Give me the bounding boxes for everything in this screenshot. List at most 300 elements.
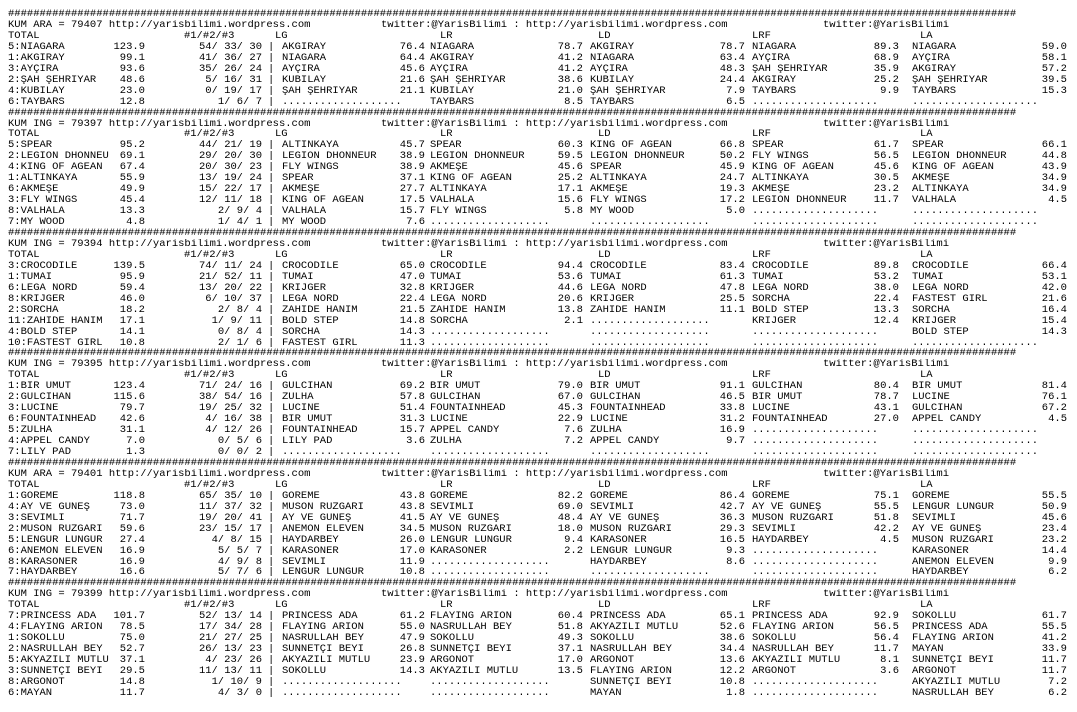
lg-name: FLAYING ARION <box>282 622 364 634</box>
horse-name: 3:FLY WINGS <box>8 195 78 207</box>
horse-name: 10:FASTEST GIRL <box>8 337 103 349</box>
twitter-link: twitter:@YarisBilimi : http://yarisbilimi.wordpress.com <box>381 589 728 601</box>
la-value: 42.0 <box>1041 282 1067 294</box>
la-name: KING OF AGEAN <box>912 162 994 174</box>
total-score: 118.8 <box>113 490 145 502</box>
lg-value: 15.7 <box>399 206 425 218</box>
ld-name: MUSON RÜZGARI <box>590 523 672 535</box>
lr-value: 18.0 <box>557 523 583 535</box>
ld-value: 65.1 <box>719 611 745 623</box>
total-score: 93.6 <box>119 63 145 75</box>
table-row <box>0 305 1077 316</box>
horse-name: 1:TUMAI <box>8 271 53 283</box>
table-row <box>0 327 1077 338</box>
lr-value: 59.5 <box>557 151 583 163</box>
total-score: 78.5 <box>119 622 145 634</box>
horse-name: 6:ANEMON ELEVEN <box>8 545 103 557</box>
ld-value: 11.1 <box>719 304 745 316</box>
lg-value: 15.7 <box>399 425 425 437</box>
placings: 1/ 4/ 1 <box>217 217 262 229</box>
total-score: 73.0 <box>119 501 145 513</box>
la-name: .................... <box>912 425 1039 437</box>
total-score: 42.6 <box>119 414 145 426</box>
ld-name: ................... <box>590 567 710 579</box>
lg-value: 27.7 <box>399 184 425 196</box>
separator-line <box>0 348 1077 359</box>
table-row <box>0 622 1077 633</box>
horse-name: 4:AY VE GÜNEŞ <box>8 501 90 513</box>
twitter-handle: twitter:@YarisBilimi <box>823 238 950 250</box>
placings: 71/ 24/ 16 <box>198 381 262 393</box>
table-row <box>0 414 1077 425</box>
lrf-name: .................... <box>752 96 879 108</box>
ld-name: SÜNNETÇİ BEYİ <box>590 676 672 688</box>
lrf-name: KRIJGER <box>752 315 797 327</box>
table-row <box>0 64 1077 75</box>
table-row <box>0 151 1077 162</box>
lr-name: ................... <box>430 567 550 579</box>
lg-value: 26.8 <box>399 644 425 656</box>
la-value: 23.2 <box>1041 534 1067 546</box>
lr-value: 67.0 <box>557 392 583 404</box>
placings: 2/ 9/ 4 <box>217 206 262 218</box>
total-score: 55.9 <box>119 173 145 185</box>
la-name: ŞAH ŞEHRİYAR <box>912 74 988 86</box>
lg-name: AY VE GÜNEŞ <box>282 512 352 524</box>
lr-value: 7.2 <box>564 436 583 448</box>
total-score: 59.6 <box>119 523 145 535</box>
lg-name: HAYDARBEY <box>282 534 339 546</box>
total-score: 49.9 <box>119 184 145 196</box>
ld-name: AKYAZILI MUTLU <box>590 622 679 634</box>
la-value: 4.5 <box>1048 195 1067 207</box>
horse-name: 7:PRINCESS ADA <box>8 611 97 623</box>
column-divider: | <box>268 63 275 75</box>
col-lrf: LRF <box>752 370 771 382</box>
lr-name: AYÇIRA <box>430 63 468 75</box>
placings: 0/ 19/ 17 <box>205 85 262 97</box>
lrf-name: CROCODILE <box>752 260 809 272</box>
horse-name: 5:AKYAZILI MUTLU <box>8 655 109 667</box>
ld-name: ARGONOT <box>590 655 635 667</box>
lr-name: GÜLCİHAN <box>430 392 481 404</box>
lr-name: AKMEŞE <box>430 162 468 174</box>
lr-value: 94.4 <box>557 260 583 272</box>
horse-name: 6:FOUNTAINHEAD <box>8 414 97 426</box>
la-name: MUSON RÜZGARI <box>912 534 994 546</box>
total-score: 11.7 <box>119 687 145 699</box>
lg-name: AKMEŞE <box>282 184 320 196</box>
la-value: 57.2 <box>1041 63 1067 75</box>
table-row <box>0 655 1077 666</box>
race-header <box>0 20 1077 31</box>
table-row <box>0 403 1077 414</box>
lg-name: KRIJGER <box>282 282 327 294</box>
ld-value: 17.2 <box>719 195 745 207</box>
placings: 13/ 20/ 22 <box>198 282 262 294</box>
lr-value: 78.7 <box>557 41 583 53</box>
race-header <box>0 359 1077 370</box>
lr-name: LUCINE <box>430 414 468 426</box>
lr-value: 41.2 <box>557 63 583 75</box>
lrf-name: AKYAZILI MUTLU <box>752 655 841 667</box>
total-score: 14.1 <box>119 326 145 338</box>
placings: 4/ 23/ 26 <box>205 655 262 667</box>
lrf-name: SPEAR <box>752 140 784 152</box>
lg-value: 76.4 <box>399 41 425 53</box>
total-score: 101.7 <box>113 611 145 623</box>
lrf-name: .................... <box>752 337 879 349</box>
lg-name: KARASONER <box>282 545 339 557</box>
horse-name: 2:MUSON RÜZGARI <box>8 523 103 535</box>
lg-value: 22.4 <box>399 293 425 305</box>
la-value: 15.3 <box>1041 85 1067 97</box>
la-value: 34.9 <box>1041 184 1067 196</box>
lrf-value: 23.2 <box>873 184 899 196</box>
column-divider: | <box>268 676 275 688</box>
placings: 4/ 12/ 26 <box>205 425 262 437</box>
lrf-name: KING OF AGEAN <box>752 162 834 174</box>
lrf-value: 43.1 <box>873 403 899 415</box>
lr-value: 17.1 <box>557 184 583 196</box>
ld-value: 36.3 <box>719 512 745 524</box>
lrf-value: 25.2 <box>873 74 899 86</box>
placings: 19/ 20/ 41 <box>198 512 262 524</box>
lg-name: ZAHİDE HANIM <box>282 304 358 316</box>
la-value: 50.9 <box>1041 501 1067 513</box>
lg-value: 23.9 <box>399 655 425 667</box>
lg-value: 37.1 <box>399 173 425 185</box>
lr-name: ARGONOT <box>430 655 475 667</box>
lrf-value: 89.8 <box>873 260 899 272</box>
lrf-value: 75.1 <box>873 490 899 502</box>
horse-name: 2:ŞAH ŞEHRİYAR <box>8 74 97 86</box>
column-divider: | <box>268 173 275 185</box>
lg-value: 47.9 <box>399 633 425 645</box>
ld-name: TAYBARS <box>590 96 635 108</box>
la-value: 43.9 <box>1041 162 1067 174</box>
lg-name: ................... <box>282 687 402 699</box>
twitter-link: twitter:@YarisBilimi : http://yarisbilimi.wordpress.com <box>381 468 728 480</box>
ld-value: 6.5 <box>726 96 745 108</box>
ld-value: 8.6 <box>726 556 745 568</box>
lr-name: APPEL CANDY <box>430 425 500 437</box>
la-value: 66.1 <box>1041 140 1067 152</box>
la-value: 11.7 <box>1041 666 1067 677</box>
horse-name: 3:AYÇIRA <box>8 63 59 75</box>
lr-value: 9.4 <box>564 534 583 546</box>
lr-name: SOKOLLU <box>430 633 475 645</box>
placings: 19/ 25/ 32 <box>198 403 262 415</box>
lr-value: 2.1 <box>564 315 583 327</box>
total-score: 31.1 <box>119 425 145 437</box>
table-row <box>0 447 1077 458</box>
lg-value: 43.8 <box>399 501 425 513</box>
ld-name: NASRULLAH BEY <box>590 644 672 656</box>
la-name: AKGİRAY <box>912 63 957 75</box>
ld-value: 46.5 <box>719 392 745 404</box>
lrf-value: 89.3 <box>873 41 899 53</box>
col-lrf: LRF <box>752 129 771 141</box>
lr-name: ................... <box>430 337 550 349</box>
race-title: KUM ING = 79397 http://yarisbilimi.wordpress.com <box>8 118 311 130</box>
race-title: KUM ING = 79395 http://yarisbilimi.wordpress.com <box>8 359 311 371</box>
lr-name: AY VE GÜNEŞ <box>430 512 500 524</box>
placings: 2/ 8/ 4 <box>217 304 262 316</box>
horse-name: 11:ZAHİDE HANIM <box>8 315 103 327</box>
lg-name: SORCHA <box>282 326 320 338</box>
table-row <box>0 633 1077 644</box>
lr-value: 60.3 <box>557 140 583 152</box>
total-score: 123.4 <box>113 381 145 393</box>
la-value: 6.2 <box>1048 687 1067 699</box>
la-name: .................... <box>912 217 1039 229</box>
placings: 5/ 5/ 7 <box>217 545 262 557</box>
lrf-name: ARGONOT <box>752 666 797 677</box>
lrf-value: 11.7 <box>873 195 899 207</box>
table-row <box>0 546 1077 557</box>
lrf-value: 3.6 <box>880 666 899 677</box>
la-name: .................... <box>912 447 1039 458</box>
table-row <box>0 162 1077 173</box>
column-headings <box>0 129 1077 140</box>
horse-name: 5:NIAGARA <box>8 41 65 53</box>
la-value: 14.3 <box>1041 326 1067 338</box>
twitter-link: twitter:@YarisBilimi : http://yarisbilimi.wordpress.com <box>381 238 728 250</box>
lr-name: SEVİMLİ <box>430 501 475 513</box>
lg-name: SPEAR <box>282 173 314 185</box>
race-header <box>0 239 1077 250</box>
ld-name: TUMAI <box>590 271 622 283</box>
ld-value: 34.4 <box>719 644 745 656</box>
hash-separator: ################################################################################################################################################################ <box>8 228 1017 239</box>
la-name: MAYAN <box>912 644 944 656</box>
column-divider: | <box>268 490 275 502</box>
ld-name: BİR UMUT <box>590 381 641 393</box>
lr-value: 49.3 <box>557 633 583 645</box>
lg-value: 55.0 <box>399 622 425 634</box>
ld-name: AKGİRAY <box>590 41 635 53</box>
horse-name: 4:KING OF AGEAN <box>8 162 103 174</box>
lr-name: MUSON RÜZGARI <box>430 523 512 535</box>
total-score: 99.1 <box>119 52 145 64</box>
lrf-name: .................... <box>752 676 879 688</box>
table-row <box>0 338 1077 349</box>
ld-name: ZAHİDE HANIM <box>590 304 666 316</box>
column-divider: | <box>268 162 275 174</box>
ld-name: FLAYING ARION <box>590 666 672 677</box>
lr-value: 22.9 <box>557 414 583 426</box>
col-lg: LG <box>275 600 288 612</box>
lg-value: 45.7 <box>399 140 425 152</box>
hash-separator: ################################################################################################################################################################ <box>8 107 1017 119</box>
lr-value: 17.0 <box>557 655 583 667</box>
lg-name: MY WOOD <box>282 217 327 229</box>
la-name: APPEL CANDY <box>912 414 982 426</box>
horse-name: 6:AKMEŞE <box>8 184 59 196</box>
table-row <box>0 611 1077 622</box>
lr-value: 13.8 <box>557 304 583 316</box>
lg-value: 38.9 <box>399 162 425 174</box>
lrf-value: 27.0 <box>873 414 899 426</box>
la-name: CROCODILE <box>912 260 969 272</box>
la-name: SÜNNETÇİ BEYİ <box>912 655 994 667</box>
placings: 0/ 5/ 6 <box>217 436 262 448</box>
lrf-name: .................... <box>752 436 879 448</box>
lg-name: LILY PAD <box>282 436 333 448</box>
col-ld: LD <box>598 30 611 42</box>
placings: 35/ 26/ 24 <box>198 63 262 75</box>
la-name: .................... <box>912 96 1039 108</box>
col-la: LA <box>920 370 933 382</box>
placings: 41/ 36/ 27 <box>198 52 262 64</box>
ld-name: ŞAH ŞEHRİYAR <box>590 85 666 97</box>
placings: 5/ 16/ 31 <box>205 74 262 86</box>
placings: 11/ 37/ 32 <box>198 501 262 513</box>
table-row <box>0 688 1077 699</box>
ld-name: GÜLCİHAN <box>590 392 641 404</box>
ld-name: KARASONER <box>590 534 647 546</box>
table-row <box>0 502 1077 513</box>
total-score: 123.9 <box>113 41 145 53</box>
ld-value: 29.3 <box>719 523 745 535</box>
col-lr: LR <box>440 479 453 491</box>
total-score: 95.2 <box>119 140 145 152</box>
ld-value: 25.5 <box>719 293 745 305</box>
lrf-value: 22.4 <box>873 293 899 305</box>
table-row <box>0 381 1077 392</box>
total-score: 7.0 <box>126 436 145 448</box>
horse-name: 1:GÖREME <box>8 490 59 502</box>
lrf-name: GÖREME <box>752 490 790 502</box>
lr-name: TUMAI <box>430 271 462 283</box>
twitter-handle: twitter:@YarisBilimi <box>823 359 950 371</box>
lrf-name: NIAGARA <box>752 41 797 53</box>
la-value: 33.9 <box>1041 644 1067 656</box>
la-value: 9.9 <box>1048 556 1067 568</box>
table-row <box>0 392 1077 403</box>
col-total: TOTAL <box>8 129 40 141</box>
lr-value: 13.5 <box>557 666 583 677</box>
ld-name: MY WOOD <box>590 206 635 218</box>
lrf-name: AYÇIRA <box>752 52 790 64</box>
race-title: KUM ARA = 79401 http://yarisbilimi.wordpress.com <box>8 468 311 480</box>
table-row <box>0 557 1077 568</box>
la-name: FASTEST GIRL <box>912 293 988 305</box>
total-score: 1.3 <box>126 447 145 458</box>
placings: 4/ 3/ 0 <box>217 687 262 699</box>
col-la: LA <box>920 600 933 612</box>
la-value: 23.4 <box>1041 523 1067 535</box>
lrf-name: BİR UMUT <box>752 392 803 404</box>
la-name: LEGION DHONNEUR <box>912 151 1007 163</box>
la-name: HAYDARBEY <box>912 567 969 579</box>
col-placings: #1/#2/#3 <box>184 370 235 382</box>
lg-value: 14.3 <box>399 666 425 677</box>
race-header <box>0 589 1077 600</box>
lrf-name: FLY WINGS <box>752 151 809 163</box>
column-divider: | <box>268 666 275 677</box>
column-divider: | <box>268 52 275 64</box>
placings: 13/ 19/ 24 <box>198 173 262 185</box>
ld-name: LEGA NORD <box>590 282 647 294</box>
col-lr: LR <box>440 249 453 261</box>
lr-name: ................... <box>430 447 550 458</box>
la-value: 4.5 <box>1048 414 1067 426</box>
horse-name: 2:SORCHA <box>8 304 59 316</box>
la-name: KARASONER <box>912 545 969 557</box>
ld-name: SEVİMLİ <box>590 501 635 513</box>
total-score: 67.4 <box>119 162 145 174</box>
ld-name: LENGÜR LÜNGÜR <box>590 545 672 557</box>
ld-name: GÖREME <box>590 490 628 502</box>
race-title: KUM ARA = 79407 http://yarisbilimi.wordpress.com <box>8 19 311 31</box>
twitter-link: twitter:@YarisBilimi : http://yarisbilimi.wordpress.com <box>381 118 728 130</box>
lr-name: FLAYING ARION <box>430 611 512 623</box>
lrf-name: SORCHA <box>752 293 790 305</box>
lg-name: AKGİRAY <box>282 41 327 53</box>
la-value: 11.7 <box>1041 655 1067 667</box>
lr-name: ZÜLHA <box>430 436 462 448</box>
la-name: TAYBARS <box>912 85 957 97</box>
lrf-name: .................... <box>752 326 879 338</box>
la-name: AKMEŞE <box>912 173 950 185</box>
ld-value: 9.7 <box>726 436 745 448</box>
lg-value: 64.4 <box>399 52 425 64</box>
table-row <box>0 524 1077 535</box>
column-divider: | <box>268 523 275 535</box>
total-score: 10.8 <box>119 337 145 349</box>
horse-name: 8:VALHALA <box>8 206 65 218</box>
lrf-value: 11.7 <box>873 644 899 656</box>
total-score: 16.9 <box>119 545 145 557</box>
ld-value: 10.8 <box>719 676 745 688</box>
total-score: 79.7 <box>119 403 145 415</box>
total-score: 75.0 <box>119 633 145 645</box>
la-name: AKYAZILI MUTLU <box>912 676 1001 688</box>
col-placings: #1/#2/#3 <box>184 249 235 261</box>
placings: 0/ 0/ 2 <box>217 447 262 458</box>
ld-value: 47.8 <box>719 282 745 294</box>
column-divider: | <box>268 414 275 426</box>
column-divider: | <box>268 184 275 196</box>
lrf-name: .................... <box>752 567 879 579</box>
lr-name: SORCHA <box>430 315 468 327</box>
ld-name: APPEL CANDY <box>590 436 660 448</box>
lr-name: LEGION DHONNEUR <box>430 151 525 163</box>
la-name: NASRULLAH BEY <box>912 687 994 699</box>
la-name: KRIJGER <box>912 315 957 327</box>
separator-line <box>0 9 1077 20</box>
ld-name: AYÇIRA <box>590 63 628 75</box>
ld-value: 5.0 <box>726 206 745 218</box>
la-name: BİR UMUT <box>912 381 963 393</box>
la-name: NIAGARA <box>912 41 957 53</box>
horse-name: 2:GÜLCİHAN <box>8 392 72 404</box>
la-value: 55.5 <box>1041 622 1067 634</box>
ld-name: FLY WINGS <box>590 195 647 207</box>
ld-value: 83.4 <box>719 260 745 272</box>
horse-name: 4:FLAYING ARION <box>8 622 103 634</box>
lg-name: LENGÜR LÜNGÜR <box>282 567 364 579</box>
lrf-value: 56.5 <box>873 151 899 163</box>
ld-name: KING OF AGEAN <box>590 140 672 152</box>
total-score: 37.1 <box>119 655 145 667</box>
lg-name: ................... <box>282 676 402 688</box>
ld-value: 86.4 <box>719 490 745 502</box>
ld-name: LEGION DHONNEUR <box>590 151 685 163</box>
column-divider: | <box>268 206 275 218</box>
